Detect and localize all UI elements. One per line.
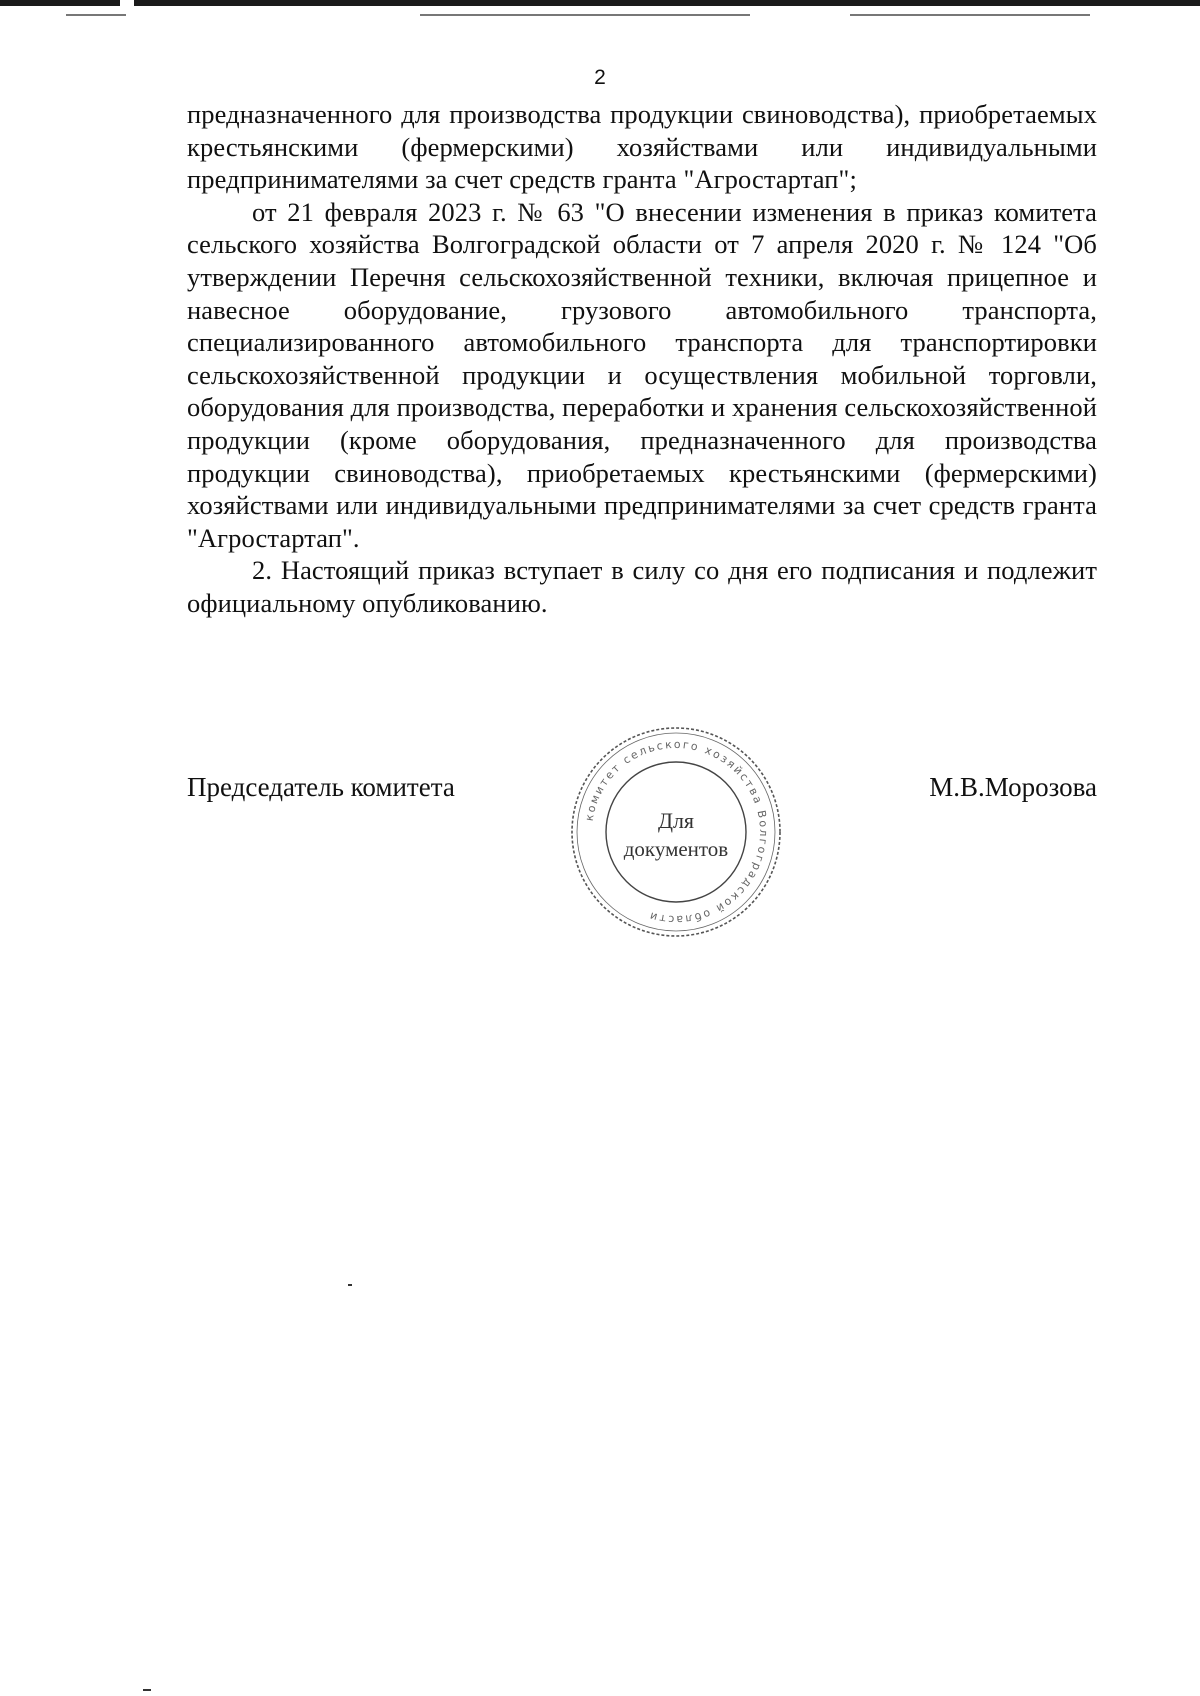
scan-edge-gap	[120, 0, 134, 6]
scan-artifact	[850, 14, 1090, 16]
paragraph-effective-date: 2. Настоящий приказ вступает в силу со дня его подписания и подлежит официальному опубликованию.	[187, 555, 1097, 618]
document-body	[187, 98, 1097, 620]
official-stamp	[566, 722, 786, 942]
stamp-ring-text: комитет сельского хозяйства Волгоградской области	[582, 737, 771, 927]
stamp-center-line-2: документов	[623, 837, 729, 861]
scan-artifact	[420, 14, 750, 16]
paragraph-continuation: предназначенного для производства продукции свиноводства), приобретаемых крестьянскими (фермерскими) хозяйствами или индивидуальными предпринимателями за счет средств гранта "Агростартап";	[187, 99, 1097, 195]
scan-top-edge	[0, 0, 1200, 6]
signatory-name: М.В.Морозова	[929, 772, 1097, 802]
signatory-title: Председатель комитета	[187, 772, 455, 802]
page-number: 2	[594, 66, 606, 89]
scan-artifact	[66, 14, 126, 16]
scan-speck	[348, 1284, 352, 1286]
stamp-center-line-1: Для	[657, 808, 695, 833]
paragraph-order-reference: от 21 февраля 2023 г. № 63 "О внесении изменения в приказ комитета сельского хозяйства Волгоградской области от 7 апреля 2020 г. № 124 "Об утверждении Перечня сельскохозяйственной техники, включая прицепное и навесное оборудование, грузового автомобильного транспорта, специализированного автомобильного транспорта для транспортировки сельскохозяйственной продукции и осуществления мобильной торговли, оборудования для производства, переработки и хранения сельскохозяйственной продукции (кроме оборудования, предназначенного для производства продукции свиноводства), приобретаемых крестьянскими (фермерскими) хозяйствами или индивидуальными предпринимателями за счет средств гранта "Агростартап".	[187, 196, 1097, 553]
scan-speck	[143, 1689, 151, 1691]
